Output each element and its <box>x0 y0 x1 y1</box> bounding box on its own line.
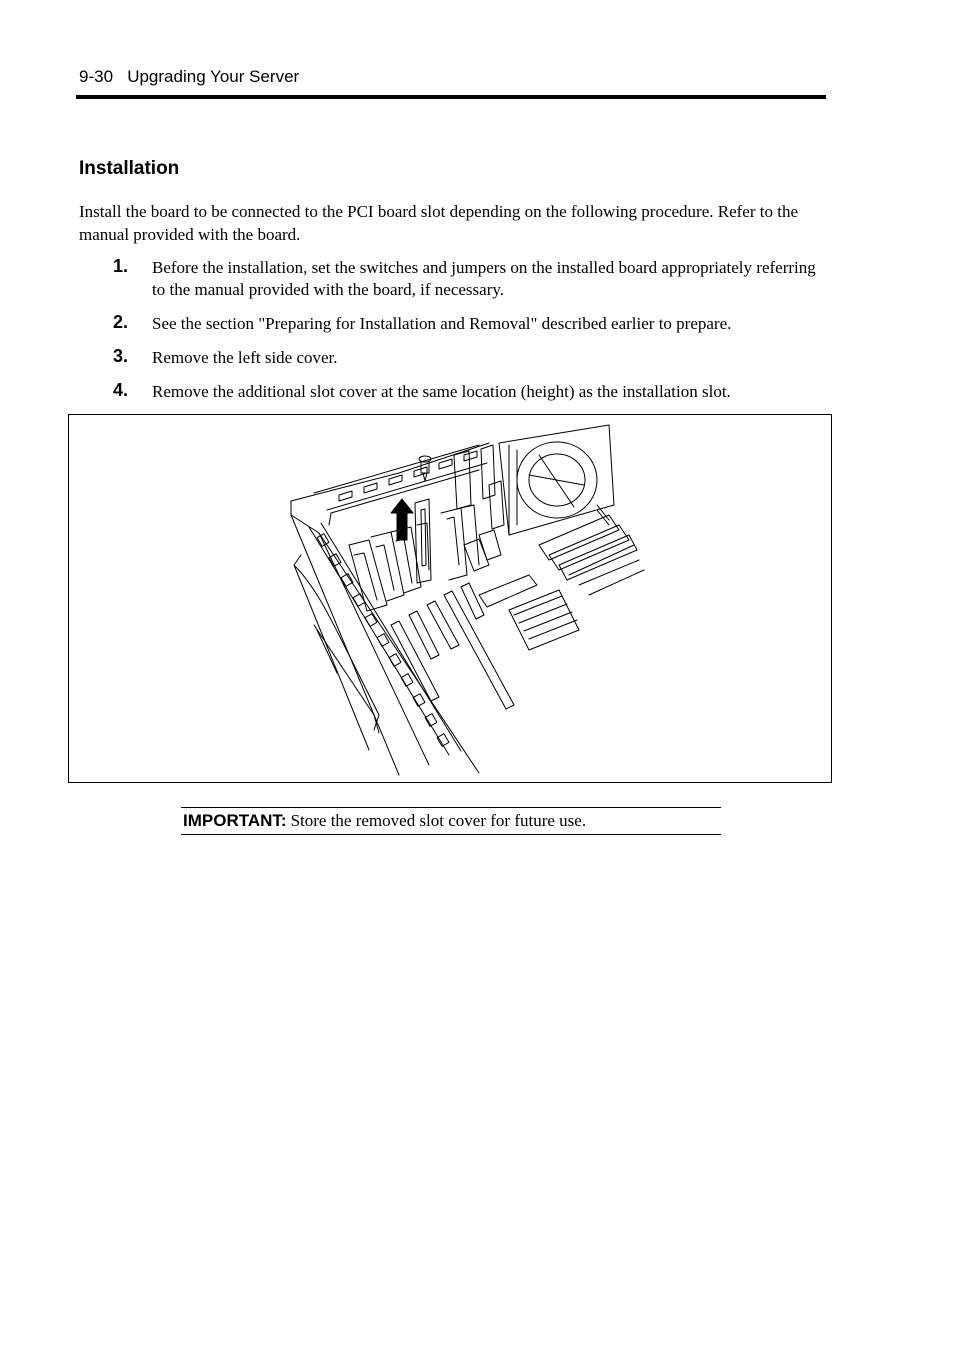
header-rule <box>76 95 826 99</box>
step-text: See the section "Preparing for Installation and Removal" described earlier to prepare. <box>152 314 732 333</box>
slot-cover-removal-figure <box>68 414 832 783</box>
memory-modules <box>479 515 644 650</box>
step-number: 3. <box>113 346 129 366</box>
step-4 <box>79 381 824 403</box>
board-components <box>454 445 609 571</box>
step-text: Before the installation, set the switches and jumpers on the installed board appropriately referring to the manual provided with the board, if necessary. <box>152 258 816 299</box>
section-title: Installation <box>79 158 180 179</box>
step-text: Remove the left side cover. <box>152 348 338 367</box>
procedure-steps <box>79 257 824 403</box>
step-text: Remove the additional slot cover at the same location (height) as the installation slot. <box>152 382 731 401</box>
important-label: IMPORTANT: <box>183 811 287 830</box>
important-text: Store the removed slot cover for future use. <box>290 811 587 830</box>
running-head <box>79 66 299 88</box>
page-number: 9-30 <box>79 67 114 86</box>
step-number: 4. <box>113 380 129 400</box>
up-arrow-icon <box>391 499 413 540</box>
pci-cards <box>349 505 479 611</box>
step-3 <box>79 347 824 369</box>
step-1 <box>79 257 824 301</box>
fan <box>499 425 614 535</box>
step-number: 2. <box>113 312 129 332</box>
important-note <box>181 807 721 835</box>
chapter-title: Upgrading Your Server <box>127 67 300 86</box>
card-guide-rail <box>309 523 461 755</box>
chassis-frame <box>291 443 489 775</box>
step-2 <box>79 313 824 335</box>
slot-cover <box>415 499 431 583</box>
intro-paragraph: Install the board to be connected to the PCI board slot depending on the following procedure. Refer to the manual provided with the board. <box>79 202 798 244</box>
step-number: 1. <box>113 256 129 276</box>
